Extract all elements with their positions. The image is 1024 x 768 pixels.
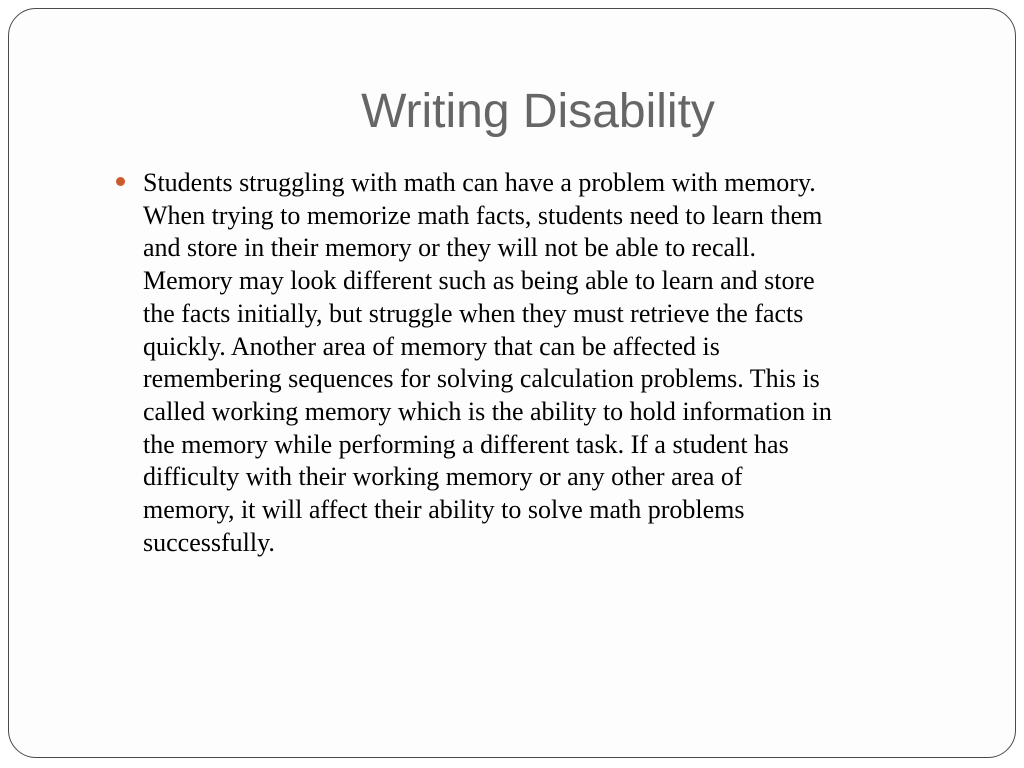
bullet-line: called working memory which is the ability to hold information in — [143, 396, 832, 426]
bullet-item — [143, 167, 973, 559]
bullet-line: Students struggling with math can have a problem with memory. — [143, 168, 816, 197]
bullet-line: and store in their memory or they will not be able to recall. — [143, 233, 756, 263]
slide-title: Writing Disability — [361, 85, 715, 138]
bullet-line: successfully. — [143, 527, 275, 557]
bullet-line: difficulty with their working memory or any other area of — [143, 462, 743, 492]
bullet-line: remembering sequences for solving calculation problems. This is — [143, 364, 820, 394]
bullet-line: Memory may look different such as being able to learn and store — [143, 266, 815, 296]
bullet-list — [143, 167, 973, 559]
bullet-line: the memory while performing a different task. If a student has — [143, 429, 789, 459]
bullet-line: When trying to memorize math facts, students need to learn them — [143, 200, 823, 230]
bullet-line: the facts initially, but struggle when they must retrieve the facts — [143, 298, 804, 328]
bullet-line: quickly. Another area of memory that can be affected is — [143, 331, 720, 361]
bullet-line: memory, it will affect their ability to solve math problems — [143, 495, 745, 525]
bullet-dot-icon — [116, 177, 125, 186]
